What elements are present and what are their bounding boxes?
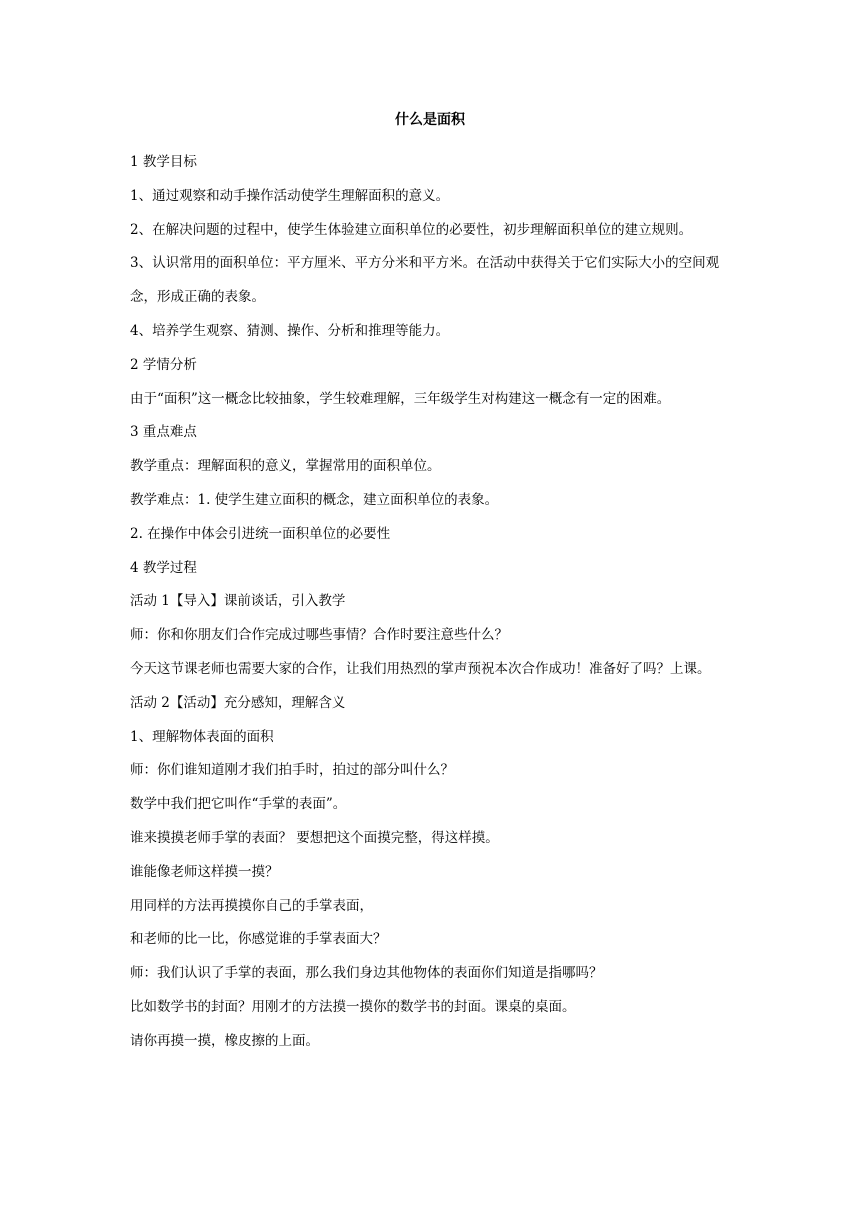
difficulty-text: 教学难点：1. 使学生建立面积的概念，建立面积单位的表象。	[130, 491, 499, 508]
body-paragraph: 师：你和你朋友们合作完成过哪些事情？合作时要注意些什么？	[130, 627, 508, 644]
body-paragraph: 今天这节课老师也需要大家的合作，让我们用热烈的掌声预祝本次合作成功！准备好了吗？上课。	[130, 660, 711, 677]
body-paragraph: 谁能像老师这样摸一摸？	[130, 863, 279, 880]
analysis-text: 由于“面积”这一概念比较抽象，学生较难理解，三年级学生对构建这一概念有一定的困难。	[130, 390, 671, 407]
body-paragraph: 比如数学书的封面？用刚才的方法摸一摸你的数学书的封面。课桌的桌面。	[130, 998, 576, 1015]
objective-item-1: 1、通过观察和动手操作活动使学生理解面积的意义。	[130, 187, 450, 204]
body-paragraph: 数学中我们把它叫作“手掌的表面”。	[130, 796, 347, 813]
body-paragraph: 请你再摸一摸，橡皮擦的上面。	[130, 1032, 319, 1049]
objective-item-2: 2、在解决问题的过程中，使学生体验建立面积单位的必要性，初步理解面积单位的建立规则。	[130, 221, 693, 238]
body-paragraph: 谁来摸摸老师手掌的表面？ 要想把这个面摸完整，得这样摸。	[130, 829, 499, 846]
document-title: 什么是面积	[395, 112, 465, 128]
body-paragraph: 和老师的比一比，你感觉谁的手掌表面大？	[130, 931, 387, 948]
objective-item-3: 3、认识常用的面积单位：平方厘米、平方分米和平方米。在活动中获得关于它们实际大小的空间观念，形成正确的表象。	[130, 255, 720, 306]
activity-2-heading: 活动 2【活动】充分感知，理解含义	[130, 694, 346, 711]
body-paragraph: 师：我们认识了手掌的表面，那么我们身边其他物体的表面你们知道是指哪吗？	[130, 965, 603, 982]
section-heading-process: 4 教学过程	[130, 559, 197, 576]
section-heading-key-points: 3 重点难点	[130, 424, 197, 441]
key-point-text: 教学重点：理解面积的意义，掌握常用的面积单位。	[130, 458, 441, 475]
difficulty-text-2: 2. 在操作中体会引进统一面积单位的必要性	[130, 525, 391, 542]
body-paragraph: 师：你们谁知道刚才我们拍手时，拍过的部分叫什么？	[130, 762, 454, 779]
activity-1-heading: 活动 1【导入】课前谈话，引入教学	[130, 593, 346, 610]
document-body	[130, 146, 734, 1059]
section-heading-objectives: 1 教学目标	[130, 154, 197, 170]
subsection-heading: 1、理解物体表面的面积	[130, 728, 274, 745]
section-heading-analysis: 2 学情分析	[130, 356, 197, 373]
body-paragraph: 用同样的方法再摸摸你自己的手掌表面，	[130, 897, 373, 914]
objective-item-4: 4、培养学生观察、猜测、操作、分析和推理等能力。	[130, 322, 450, 339]
